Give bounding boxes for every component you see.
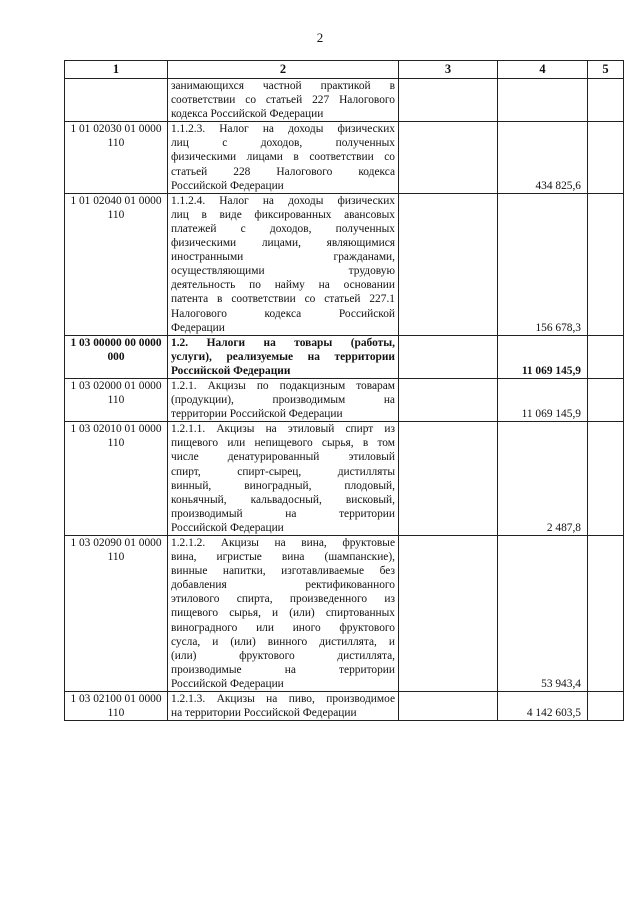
description-line: на территории Российской Федерации	[171, 707, 357, 720]
header-col-2: 2	[168, 61, 399, 79]
table-header-row	[65, 61, 624, 79]
description-line: деятельность по найму на основании	[171, 279, 395, 292]
col3-cell	[399, 193, 498, 335]
col5-cell	[588, 193, 624, 335]
description-cell	[168, 79, 399, 122]
description-line: пищевого или непищевого сырья, в том	[171, 437, 395, 450]
header-col-1: 1	[65, 61, 168, 79]
description-line: территории Российской Федерации	[171, 408, 343, 421]
description-line: физическими лицами, являющимися	[171, 237, 395, 250]
amount-cell: 434 825,6	[498, 122, 588, 193]
description-line: числе денатурированный этиловый	[171, 451, 395, 464]
amount-cell: 4 142 603,5	[498, 692, 588, 721]
description-line: (или) фруктового дистиллята,	[171, 649, 395, 662]
classification-code-cell: 1 01 02030 01 0000 110	[65, 122, 168, 193]
description-line: Российской Федерации	[171, 521, 284, 534]
description-line: соответствии со статьей 227 Налогового	[171, 94, 395, 107]
description-line: Российской Федерации	[171, 677, 284, 690]
table-row	[65, 422, 624, 536]
description-line: занимающихся частной практикой в	[171, 80, 395, 92]
description-line: 1.2.1. Акцизы по подакцизным товарам	[171, 379, 395, 392]
description-line: (продукции), производимым на	[171, 394, 395, 407]
col5-cell	[588, 122, 624, 193]
description-line: лиц в виде фиксированных авансовых	[171, 208, 395, 221]
table-body	[65, 79, 624, 721]
description-line: винный, виноградный, плодовый,	[171, 479, 395, 492]
revenue-table	[64, 60, 624, 721]
description-cell	[168, 193, 399, 335]
table-row	[65, 335, 624, 378]
description-line: услуги), реализуемые на территории	[171, 350, 395, 363]
table-row	[65, 378, 624, 421]
description-line: Налогового кодекса Российской	[171, 307, 395, 320]
header-col-4: 4	[498, 61, 588, 79]
col3-cell	[399, 536, 498, 692]
description-line: физическими лицами в соответствии со	[171, 151, 395, 164]
classification-code-cell: 1 03 02100 01 0000 110	[65, 692, 168, 721]
amount-cell: 53 943,4	[498, 536, 588, 692]
description-cell	[168, 692, 399, 721]
description-line: лиц с доходов, полученных	[171, 137, 395, 150]
description-cell	[168, 378, 399, 421]
description-cell	[168, 536, 399, 692]
table-row	[65, 122, 624, 193]
classification-code-cell: 1 03 02000 01 0000 110	[65, 378, 168, 421]
description-line: Российской Федерации	[171, 179, 284, 192]
description-line: коньячный, кальвадосный, висковый,	[171, 493, 395, 506]
description-line: 1.2.1.1. Акцизы на этиловый спирт из	[171, 423, 395, 436]
description-line: винные напитки, изготавливаемые без	[171, 565, 395, 578]
col5-cell	[588, 422, 624, 536]
description-line: кодекса Российской Федерации	[171, 108, 324, 121]
table-row	[65, 79, 624, 122]
col3-cell	[399, 692, 498, 721]
description-line: сусла, и (или) винного дистиллята, и	[171, 635, 395, 648]
description-line: Российской Федерации	[171, 364, 291, 377]
description-line: статьей 228 Налогового кодекса	[171, 165, 395, 178]
table-row	[65, 536, 624, 692]
description-cell	[168, 422, 399, 536]
col3-cell	[399, 335, 498, 378]
description-line: 1.2. Налоги на товары (работы,	[171, 336, 395, 349]
amount-cell: 11 069 145,9	[498, 378, 588, 421]
amount-cell: 2 487,8	[498, 422, 588, 536]
col5-cell	[588, 335, 624, 378]
description-cell	[168, 122, 399, 193]
col5-cell	[588, 79, 624, 122]
col3-cell	[399, 378, 498, 421]
header-col-5: 5	[588, 61, 624, 79]
description-line: виноградного или иного фруктового	[171, 621, 395, 634]
col3-cell	[399, 79, 498, 122]
description-line: добавления ректификованного	[171, 579, 395, 592]
description-line: вина, игристые вина (шампанские),	[171, 551, 395, 564]
amount-cell: 156 678,3	[498, 193, 588, 335]
amount-cell	[498, 79, 588, 122]
description-cell	[168, 335, 399, 378]
description-line: 1.1.2.3. Налог на доходы физических	[171, 123, 395, 136]
description-line: платежей с доходов, полученных	[171, 222, 395, 235]
classification-code-cell: 1 01 02040 01 0000 110	[65, 193, 168, 335]
classification-code-cell: 1 03 02010 01 0000 110	[65, 422, 168, 536]
col5-cell	[588, 692, 624, 721]
col5-cell	[588, 536, 624, 692]
col3-cell	[399, 422, 498, 536]
description-line: иностранными гражданами,	[171, 251, 395, 264]
description-line: 1.2.1.3. Акцизы на пиво, производимое	[171, 693, 395, 706]
description-line: этилового спирта, произведенного из	[171, 593, 395, 606]
classification-code-cell: 1 03 02090 01 0000 110	[65, 536, 168, 692]
description-line: 1.2.1.2. Акцизы на вина, фруктовые	[171, 537, 395, 549]
table-row	[65, 193, 624, 335]
description-line: производимые на территории	[171, 663, 395, 676]
description-line: осуществляющими трудовую	[171, 265, 395, 278]
col5-cell	[588, 378, 624, 421]
description-line: патента в соответствии со статьей 227.1	[171, 293, 395, 306]
table-row	[65, 692, 624, 721]
classification-code-cell	[65, 79, 168, 122]
description-line: спирт, спирт-сырец, дистилляты	[171, 465, 395, 478]
col3-cell	[399, 122, 498, 193]
description-line: пищевого сырья, и (или) спиртованных	[171, 607, 395, 620]
header-col-3: 3	[399, 61, 498, 79]
classification-code-cell: 1 03 00000 00 0000 000	[65, 335, 168, 378]
description-line: 1.1.2.4. Налог на доходы физических	[171, 194, 395, 207]
description-line: производимый на территории	[171, 507, 395, 520]
description-line: Федерации	[171, 321, 225, 334]
page-number: 2	[316, 30, 324, 45]
amount-cell: 11 069 145,9	[498, 335, 588, 378]
